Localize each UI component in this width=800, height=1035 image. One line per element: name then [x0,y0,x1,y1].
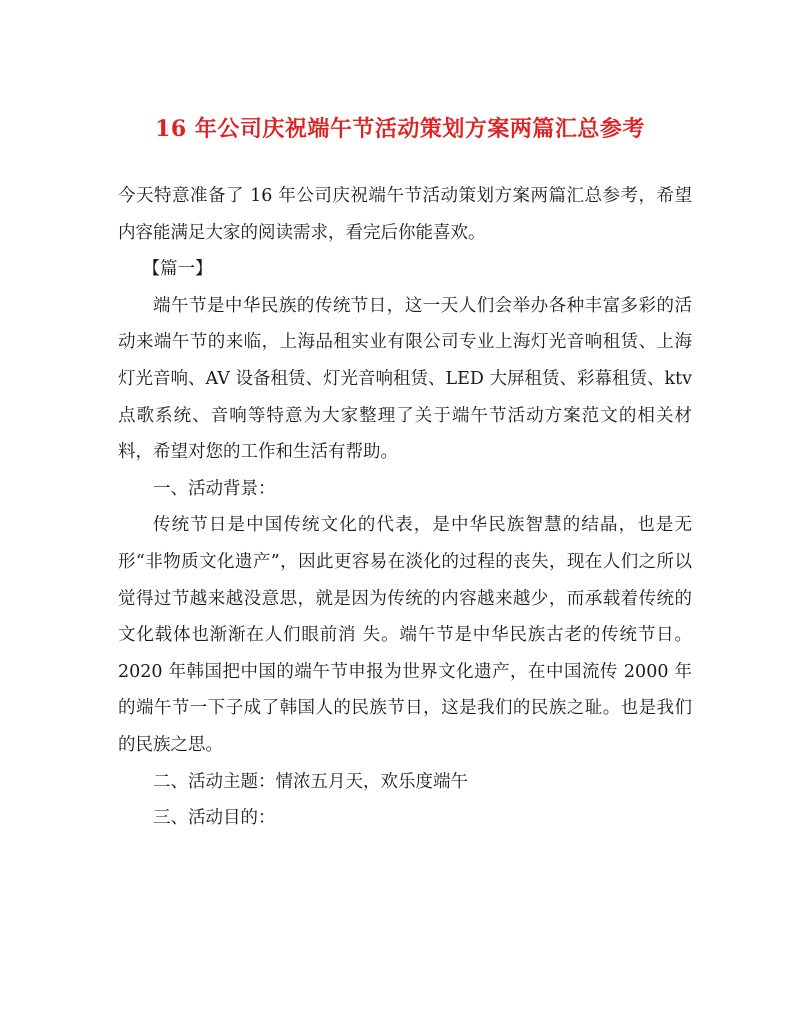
document-body [118,178,692,837]
heading-purpose: 三、活动目的： [153,808,276,829]
paragraph-1: 端午节是中华民族的传统节日，这一天人们会举办各种丰富多彩的活动来端午节的来临，上海品租实业有限公司专业上海灯光音响租赁、上海灯光音响、AV 设备租赁、灯光音响租赁、LED 大屏租赁、彩幕租赁、ktv 点歌系统、音响等特意为大家整理了关于端午节活动方案范文的相关材料，希望对您的工作和生活有帮助。 [118,295,692,463]
section-label: 【篇一】 [142,259,213,280]
heading-background: 一、活动背景： [153,478,276,499]
heading-theme: 二、活动主题：情浓五月天，欢乐度端午 [153,771,468,792]
intro-paragraph: 今天特意准备了 16 年公司庆祝端午节活动策划方案两篇汇总参考，希望内容能满足大家的阅读需求，看完后你能喜欢。 [118,186,692,243]
document-title: 16 年公司庆祝端午节活动策划方案两篇汇总参考 [155,116,645,142]
paragraph-2: 传统节日是中国传统文化的代表，是中华民族智慧的结晶，也是无形“非物质文化遗产”，因此更容易在淡化的过程的丧失，现在人们之所以觉得过节越来越没意思，就是因为传统的内容越来越少，而承载着传统的文化载体也渐渐在人们眼前消 失。端午节是中华民族古老的传统节日。2020 年韩国把中国的端午节申报为世界文化遗产，在中国流传 2000 年的端午节一下子成了韩国人的民族节日，这是我们的民族之耻。也是我们的民族之思。 [118,515,692,755]
